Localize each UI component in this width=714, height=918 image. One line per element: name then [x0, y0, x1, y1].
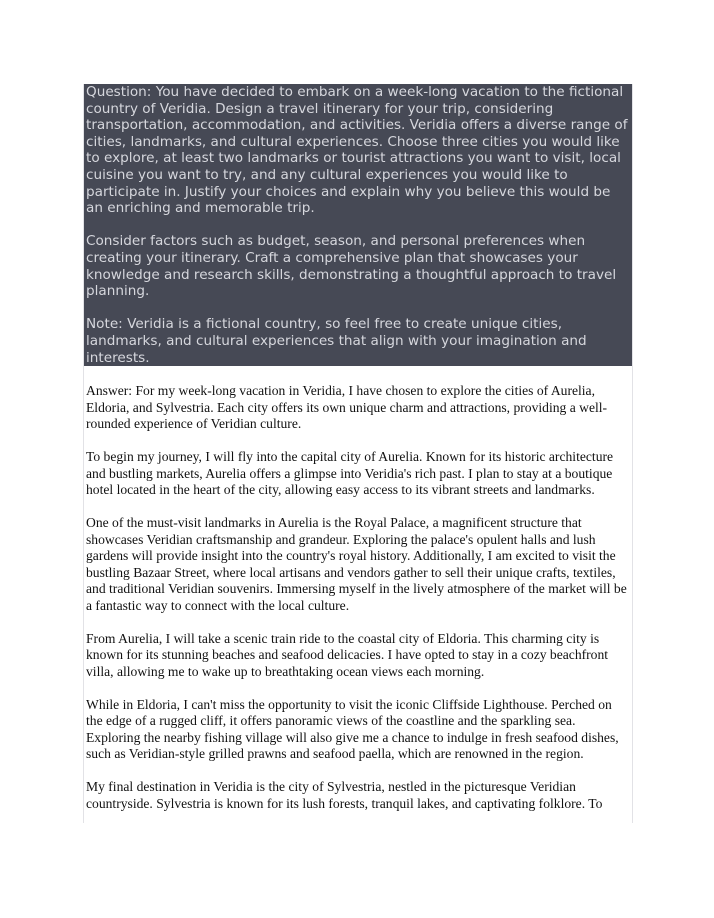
answer-paragraph: From Aurelia, I will take a scenic train ride to the coastal city of Eldoria. This charming city is known for its stunning beaches and seafood delicacies. I have opted to stay in a cozy beachfront villa, allowing me to wake up to breathtaking ocean views each morning.: [86, 630, 609, 679]
question-note: Note: Veridia is a fictional country, so feel free to create unique cities, landmarks, and cultural experiences that align with your imagination and interests.: [86, 316, 587, 366]
question-block: [84, 84, 632, 366]
answer-block: [84, 366, 632, 823]
answer-paragraph: To begin my journey, I will fly into the capital city of Aurelia. Known for its historic architecture and bustling markets, Aurelia offers a glimpse into Veridia's rich past. I plan to stay at a boutique hotel located in the heart of the city, allowing easy access to its vibrant streets and landmarks.: [86, 449, 614, 498]
question-paragraph: Question: You have decided to embark on a week-long vacation to the fictional country of Veridia. Design a travel itinerary for your trip, considering transportation, accommodation, and activities. Veridia offers a diverse range of cities, landmarks, and cultural experiences. Choose three cities you would like to explore, at least two landmarks or tourist attractions you want to visit, local cuisine you want to try, and any cultural experiences you would like to participate in. Justify your choices and explain why you believe this would be an enriching and memorable trip.: [86, 84, 628, 217]
question-paragraph: Consider factors such as budget, season, and personal preferences when creating your itinerary. Craft a comprehensive plan that showcases your knowledge and research skills, demonstrating a thoughtful approach to travel planning.: [86, 233, 617, 300]
answer-paragraph: My final destination in Veridia is the city of Sylvestria, nestled in the picturesque Veridian countryside. Sylvestria is known for its lush forests, tranquil lakes, and captivating folklore. To: [86, 779, 603, 811]
answer-paragraph: One of the must-visit landmarks in Aurelia is the Royal Palace, a magnificent structure that showcases Veridian craftsmanship and grandeur. Exploring the palace's opulent halls and lush gardens will provide insight into the country's royal history. Additionally, I am excited to visit the bustling Bazaar Street, where local artisans and vendors gather to sell their unique crafts, textiles, and traditional Veridian souvenirs. Immersing myself in the lively atmosphere of the market will be a fantastic way to connect with the local culture.: [86, 515, 627, 613]
document: [83, 84, 633, 823]
answer-paragraph: Answer: For my week-long vacation in Veridia, I have chosen to explore the cities of Aurelia, Eldoria, and Sylvestria. Each city offers its own unique charm and attractions, providing a well-rounded experience of Veridian culture.: [86, 383, 608, 432]
answer-paragraph: While in Eldoria, I can't miss the opportunity to visit the iconic Cliffside Lighthouse. Perched on the edge of a rugged cliff, it offers panoramic views of the coastline and the sparkling sea. Exploring the nearby fishing village will also give me a chance to indulge in fresh seafood dishes, such as Veridian-style grilled prawns and seafood paella, which are renowned in the region.: [86, 696, 619, 762]
